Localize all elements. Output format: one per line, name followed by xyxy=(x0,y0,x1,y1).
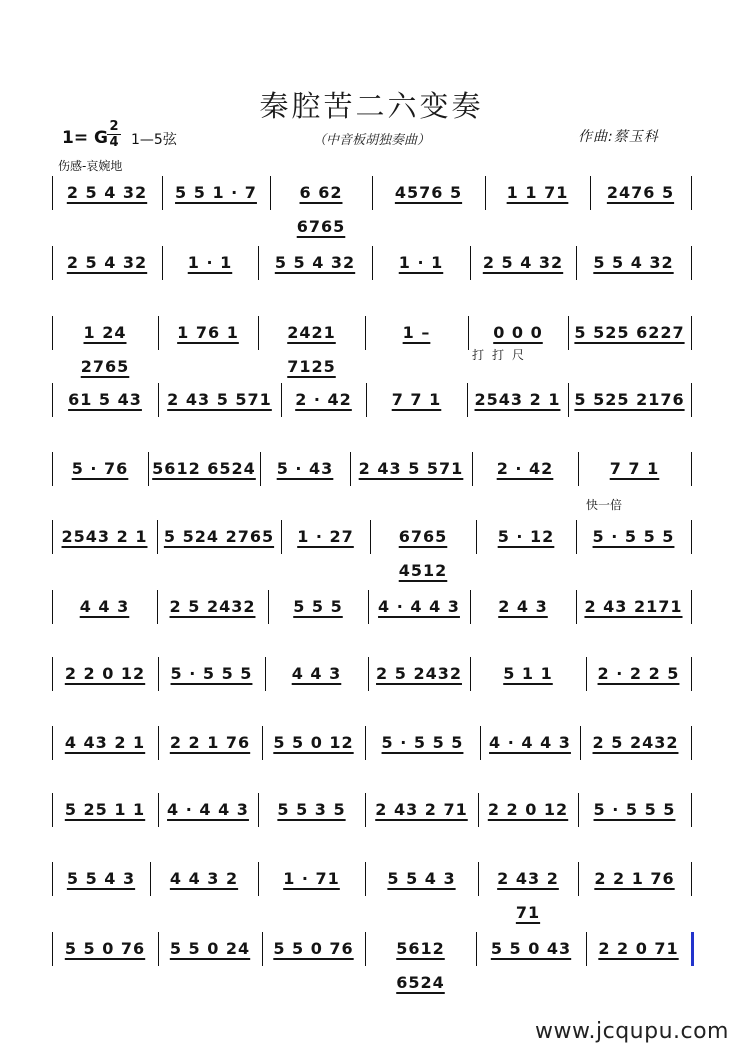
measure: 5 1 1 xyxy=(503,664,553,683)
bar-line xyxy=(148,452,149,486)
measure: 4576 5 xyxy=(394,183,463,202)
score-row xyxy=(0,520,743,580)
bar-line xyxy=(691,176,692,210)
measure: 4 4 3 xyxy=(79,597,130,616)
score-row xyxy=(0,932,743,992)
bar-line xyxy=(365,862,366,896)
bar-line xyxy=(52,452,53,486)
measure: 5 · 5 5 5 xyxy=(170,664,253,683)
measure: 4 · 4 4 3 xyxy=(378,597,460,616)
score-row xyxy=(0,793,743,833)
measure: 4 43 2 1 xyxy=(64,733,146,752)
measure: 1 1 71 xyxy=(506,183,569,202)
composer-credit: 作曲:蔡玉科 xyxy=(578,129,659,145)
measure: 2 5 4 32 xyxy=(66,253,148,272)
measure: 61 5 43 xyxy=(68,390,142,409)
time-signature xyxy=(107,120,121,149)
measure: 7 7 1 xyxy=(609,459,660,478)
bar-line xyxy=(158,932,159,966)
bar-line xyxy=(52,246,53,280)
measure: 1 · 1 xyxy=(398,253,444,272)
measure: 5 5 5 xyxy=(293,597,343,616)
bar-line xyxy=(260,452,261,486)
bar-line xyxy=(485,176,486,210)
bar-line xyxy=(467,383,468,417)
bar-line xyxy=(365,316,366,350)
score-row xyxy=(0,590,743,630)
bar-line xyxy=(52,657,53,691)
measure: 2 · 42 xyxy=(496,459,554,478)
measure: 5 525 6227 xyxy=(574,323,685,342)
bar-line xyxy=(580,726,581,760)
measure: 6 62 6765 xyxy=(296,183,346,236)
bar-line xyxy=(258,862,259,896)
bar-line xyxy=(691,520,692,554)
measure: 5 5 0 76 xyxy=(64,939,146,958)
bar-line xyxy=(372,176,373,210)
score-row xyxy=(0,246,743,286)
measure: 5 · 5 5 5 xyxy=(592,527,675,546)
bar-line xyxy=(691,316,692,350)
bar-line xyxy=(472,452,473,486)
bar-line xyxy=(468,316,469,350)
bar-line xyxy=(568,316,569,350)
bar-line xyxy=(158,793,159,827)
bar-line xyxy=(586,657,587,691)
measure: 4 · 4 4 3 xyxy=(167,800,249,819)
bar-line xyxy=(52,383,53,417)
measure: 5 · 76 xyxy=(71,459,129,478)
bar-line xyxy=(578,452,579,486)
measure: 4 4 3 2 xyxy=(169,869,239,888)
expression-marking: 伤感-哀婉地 xyxy=(58,159,123,173)
bar-line xyxy=(157,520,158,554)
measure: 1 · 1 xyxy=(187,253,233,272)
measure: 5 5 3 5 xyxy=(277,800,346,819)
measure: 0 0 0 xyxy=(493,323,543,342)
tempo-marking: 快一倍 xyxy=(586,498,623,512)
measure: 2543 2 1 xyxy=(474,390,561,409)
bar-line xyxy=(52,520,53,554)
bar-line xyxy=(568,383,569,417)
measure: 2 43 2 71 xyxy=(497,869,559,922)
bar-line xyxy=(586,932,587,966)
measure: 1 · 27 xyxy=(297,527,354,546)
bar-line xyxy=(262,726,263,760)
bar-line xyxy=(52,316,53,350)
bar-line xyxy=(365,793,366,827)
measure: 2 · 2 2 5 xyxy=(597,664,680,683)
bar-line xyxy=(691,932,694,966)
measure: 2 43 5 571 xyxy=(167,390,272,409)
measure: 5 5 0 24 xyxy=(169,939,251,958)
bar-line xyxy=(476,932,477,966)
bar-line xyxy=(368,657,369,691)
measure: 1 76 1 xyxy=(177,323,239,342)
bar-line xyxy=(691,246,692,280)
measure: 5 · 43 xyxy=(276,459,334,478)
bar-line xyxy=(158,383,159,417)
bar-line xyxy=(470,657,471,691)
measure: 2421 7125 xyxy=(287,323,336,376)
score-row xyxy=(0,316,743,376)
measure: 2 43 2171 xyxy=(584,597,683,616)
measure: 5 5 4 32 xyxy=(274,253,356,272)
measure: 5 5 0 12 xyxy=(273,733,354,752)
measure: 7 7 1 xyxy=(391,390,442,409)
bar-line xyxy=(162,176,163,210)
bar-line xyxy=(350,452,351,486)
bar-line xyxy=(691,383,692,417)
measure: 1 24 2765 xyxy=(80,323,130,376)
measure: 2 43 5 571 xyxy=(358,459,464,478)
bar-line xyxy=(691,726,692,760)
percussion-syllables: 打打尺 xyxy=(472,348,533,362)
bar-line xyxy=(691,452,692,486)
bar-line xyxy=(281,520,282,554)
time-signature-top: 2 xyxy=(109,119,119,134)
score-row xyxy=(0,176,743,236)
bar-line xyxy=(576,520,577,554)
bar-line xyxy=(258,316,259,350)
bar-line xyxy=(370,520,371,554)
measure: 2 2 1 76 xyxy=(594,869,675,888)
bar-line xyxy=(478,793,479,827)
measure: 2 2 1 76 xyxy=(169,733,251,752)
bar-line xyxy=(365,932,366,966)
bar-line xyxy=(365,726,366,760)
bar-line xyxy=(576,590,577,624)
bar-line xyxy=(52,726,53,760)
bar-line xyxy=(262,932,263,966)
bar-line xyxy=(470,590,471,624)
measure: 5612 6524 xyxy=(396,939,445,992)
score-row xyxy=(0,383,743,423)
score-row xyxy=(0,726,743,766)
measure: 5 · 5 5 5 xyxy=(593,800,676,819)
bar-line xyxy=(258,793,259,827)
bar-line xyxy=(691,657,692,691)
measure: 5 5 4 32 xyxy=(593,253,674,272)
score-row xyxy=(0,862,743,922)
measure: 5 5 4 3 xyxy=(387,869,456,888)
bar-line xyxy=(691,793,692,827)
measure: 2 2 0 71 xyxy=(598,939,679,958)
bar-line xyxy=(372,246,373,280)
measure: 5 · 12 xyxy=(497,527,555,546)
measure: 5 5 1 · 7 xyxy=(175,183,257,202)
measure: 5 25 1 1 xyxy=(64,800,146,819)
bar-line xyxy=(52,862,53,896)
score-subtitle: （中音板胡独奏曲） xyxy=(312,133,430,148)
measure: 4 4 3 xyxy=(291,664,342,683)
bar-line xyxy=(268,590,269,624)
measure: 4 · 4 4 3 xyxy=(489,733,571,752)
bar-line xyxy=(157,590,158,624)
bar-line xyxy=(480,726,481,760)
bar-line xyxy=(52,176,53,210)
measure: 2 5 2432 xyxy=(376,664,462,683)
string-tuning: 1—5弦 xyxy=(131,132,177,148)
score-row xyxy=(0,657,743,697)
bar-line xyxy=(691,862,692,896)
bar-line xyxy=(265,657,266,691)
bar-line xyxy=(158,657,159,691)
bar-line xyxy=(150,862,151,896)
measure: 2 5 2432 xyxy=(592,733,679,752)
measure: 5 525 2176 xyxy=(574,390,685,409)
bar-line xyxy=(52,590,53,624)
measure: 5 · 5 5 5 xyxy=(381,733,464,752)
score-row xyxy=(0,452,743,492)
measure: 2 5 4 32 xyxy=(66,183,148,202)
bar-line xyxy=(270,176,271,210)
bar-line xyxy=(258,246,259,280)
site-watermark: www.jcqupu.com xyxy=(535,1019,729,1044)
measure: 1 · 71 xyxy=(283,869,340,888)
bar-line xyxy=(162,246,163,280)
bar-line xyxy=(590,176,591,210)
bar-line xyxy=(158,316,159,350)
bar-line xyxy=(478,862,479,896)
bar-line xyxy=(281,383,282,417)
measure: 1 – xyxy=(402,323,431,342)
measure: 5612 6524 xyxy=(152,459,256,478)
bar-line xyxy=(470,246,471,280)
measure: 2 4 3 xyxy=(498,597,548,616)
bar-line xyxy=(576,246,577,280)
bar-line xyxy=(691,590,692,624)
measure: 2 2 0 12 xyxy=(487,800,569,819)
measure: 2543 2 1 xyxy=(61,527,148,546)
measure: 2 5 2432 xyxy=(169,597,256,616)
score-title: 秦腔苦二六变奏 xyxy=(259,89,484,123)
measure: 2 5 4 32 xyxy=(482,253,564,272)
measure: 2 43 2 71 xyxy=(375,800,468,819)
measure: 5 5 4 3 xyxy=(66,869,136,888)
bar-line xyxy=(578,793,579,827)
bar-line xyxy=(158,726,159,760)
measure: 2476 5 xyxy=(606,183,675,202)
measure: 5 5 0 43 xyxy=(490,939,572,958)
measure: 5 5 0 76 xyxy=(273,939,354,958)
time-signature-bottom: 4 xyxy=(109,135,119,150)
bar-line xyxy=(578,862,579,896)
bar-line xyxy=(368,590,369,624)
measure: 2 2 0 12 xyxy=(64,664,146,683)
bar-line xyxy=(52,793,53,827)
key-signature: 1= G xyxy=(62,128,108,148)
bar-line xyxy=(476,520,477,554)
measure: 6765 4512 xyxy=(398,527,448,580)
measure: 2 · 42 xyxy=(295,390,352,409)
measure: 5 524 2765 xyxy=(163,527,275,546)
bar-line xyxy=(366,383,367,417)
bar-line xyxy=(52,932,53,966)
